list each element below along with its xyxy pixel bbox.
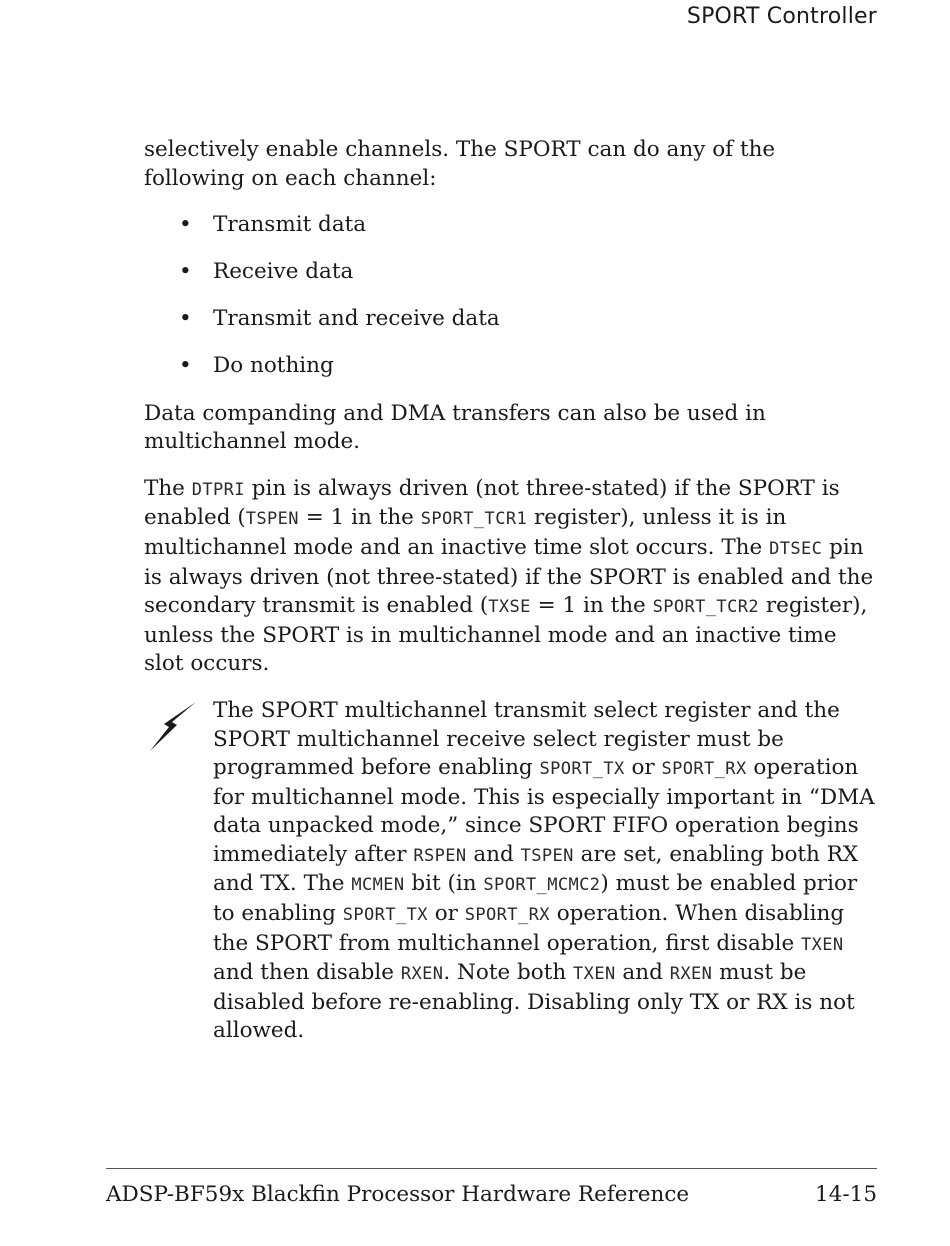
footer-book-title: ADSP-BF59x Blackfin Processor Hardware Reference: [106, 1182, 690, 1207]
register-name: TXEN: [801, 934, 844, 955]
list-item: • Transmit and receive data: [144, 305, 879, 334]
register-name: SPORT_RX: [661, 759, 747, 780]
register-name: SPORT_RX: [464, 905, 550, 926]
register-name: TSPEN: [245, 509, 299, 530]
pin-drive-paragraph: The DTPRI pin is always driven (not three-stated) if the SPORT is enabled (TSPEN = 1 in the SPORT_TCR1 register), unless it is in multichannel mode and an inactive time slot occurs. The DTSEC pin is always driven (not three-stated) if the SPORT is enabled and the secondary transmit is enabled (TXSE = 1 in the SPORT_TCR2 register), unless the SPORT is in multichannel mode and an inactive time slot occurs.: [144, 475, 874, 677]
register-name: TXSE: [488, 597, 531, 618]
register-name: SPORT_TCR1: [420, 509, 528, 530]
register-name: SPORT_TX: [539, 759, 625, 780]
bullet-icon: •: [179, 353, 192, 379]
footer-page-number: 14-15: [815, 1182, 877, 1207]
warning-note-text: The SPORT multichannel transmit select register and the SPORT multichannel receive select register must be programmed before enabling SPORT_TX or SPORT_RX operation for multichannel mode. This is especially important in “DMA data unpacked mode,” since SPORT FIFO operation begins immediately after RSPEN and TSPEN are set, enabling both RX and TX. The MCMEN bit (in SPORT_MCMC2) must be enabled prior to enabling SPORT_TX or SPORT_RX operation. When disabling the SPORT from multichannel operation, first disable TXEN and then disable RXEN. Note both TXEN and RXEN must be disabled before re-enabling. Disabling only TX or RX is not allowed.: [213, 697, 875, 1044]
warning-lightning-icon: [148, 701, 198, 753]
bullet-icon: •: [179, 306, 192, 332]
list-item: • Receive data: [144, 258, 879, 287]
register-name: TXEN: [573, 964, 616, 985]
list-item: • Transmit data: [144, 211, 879, 240]
running-header: SPORT Controller: [686, 4, 877, 29]
register-name: RXEN: [400, 964, 444, 985]
register-name: MCMEN: [351, 875, 405, 896]
channel-options-list: [144, 211, 879, 381]
companding-paragraph: Data companding and DMA transfers can also be used in multichannel mode.: [144, 400, 766, 455]
intro-paragraph: selectively enable channels. The SPORT can do any of the following on each channel:: [144, 137, 776, 191]
list-item: • Do nothing: [144, 352, 879, 381]
warning-note: [144, 697, 879, 1046]
register-name: DTSEC: [769, 538, 823, 559]
register-name: RXEN: [669, 964, 713, 985]
footer-divider: [106, 1168, 877, 1169]
register-name: SPORT_TX: [342, 905, 428, 926]
register-name: SPORT_MCMC2: [483, 875, 601, 896]
bullet-icon: •: [179, 259, 192, 285]
register-name: SPORT_TCR2: [652, 597, 759, 618]
register-name: RSPEN: [413, 845, 467, 866]
bullet-icon: •: [179, 212, 192, 238]
page-body: [144, 136, 879, 1046]
register-name: DTPRI: [191, 479, 245, 500]
register-name: TSPEN: [520, 845, 574, 866]
